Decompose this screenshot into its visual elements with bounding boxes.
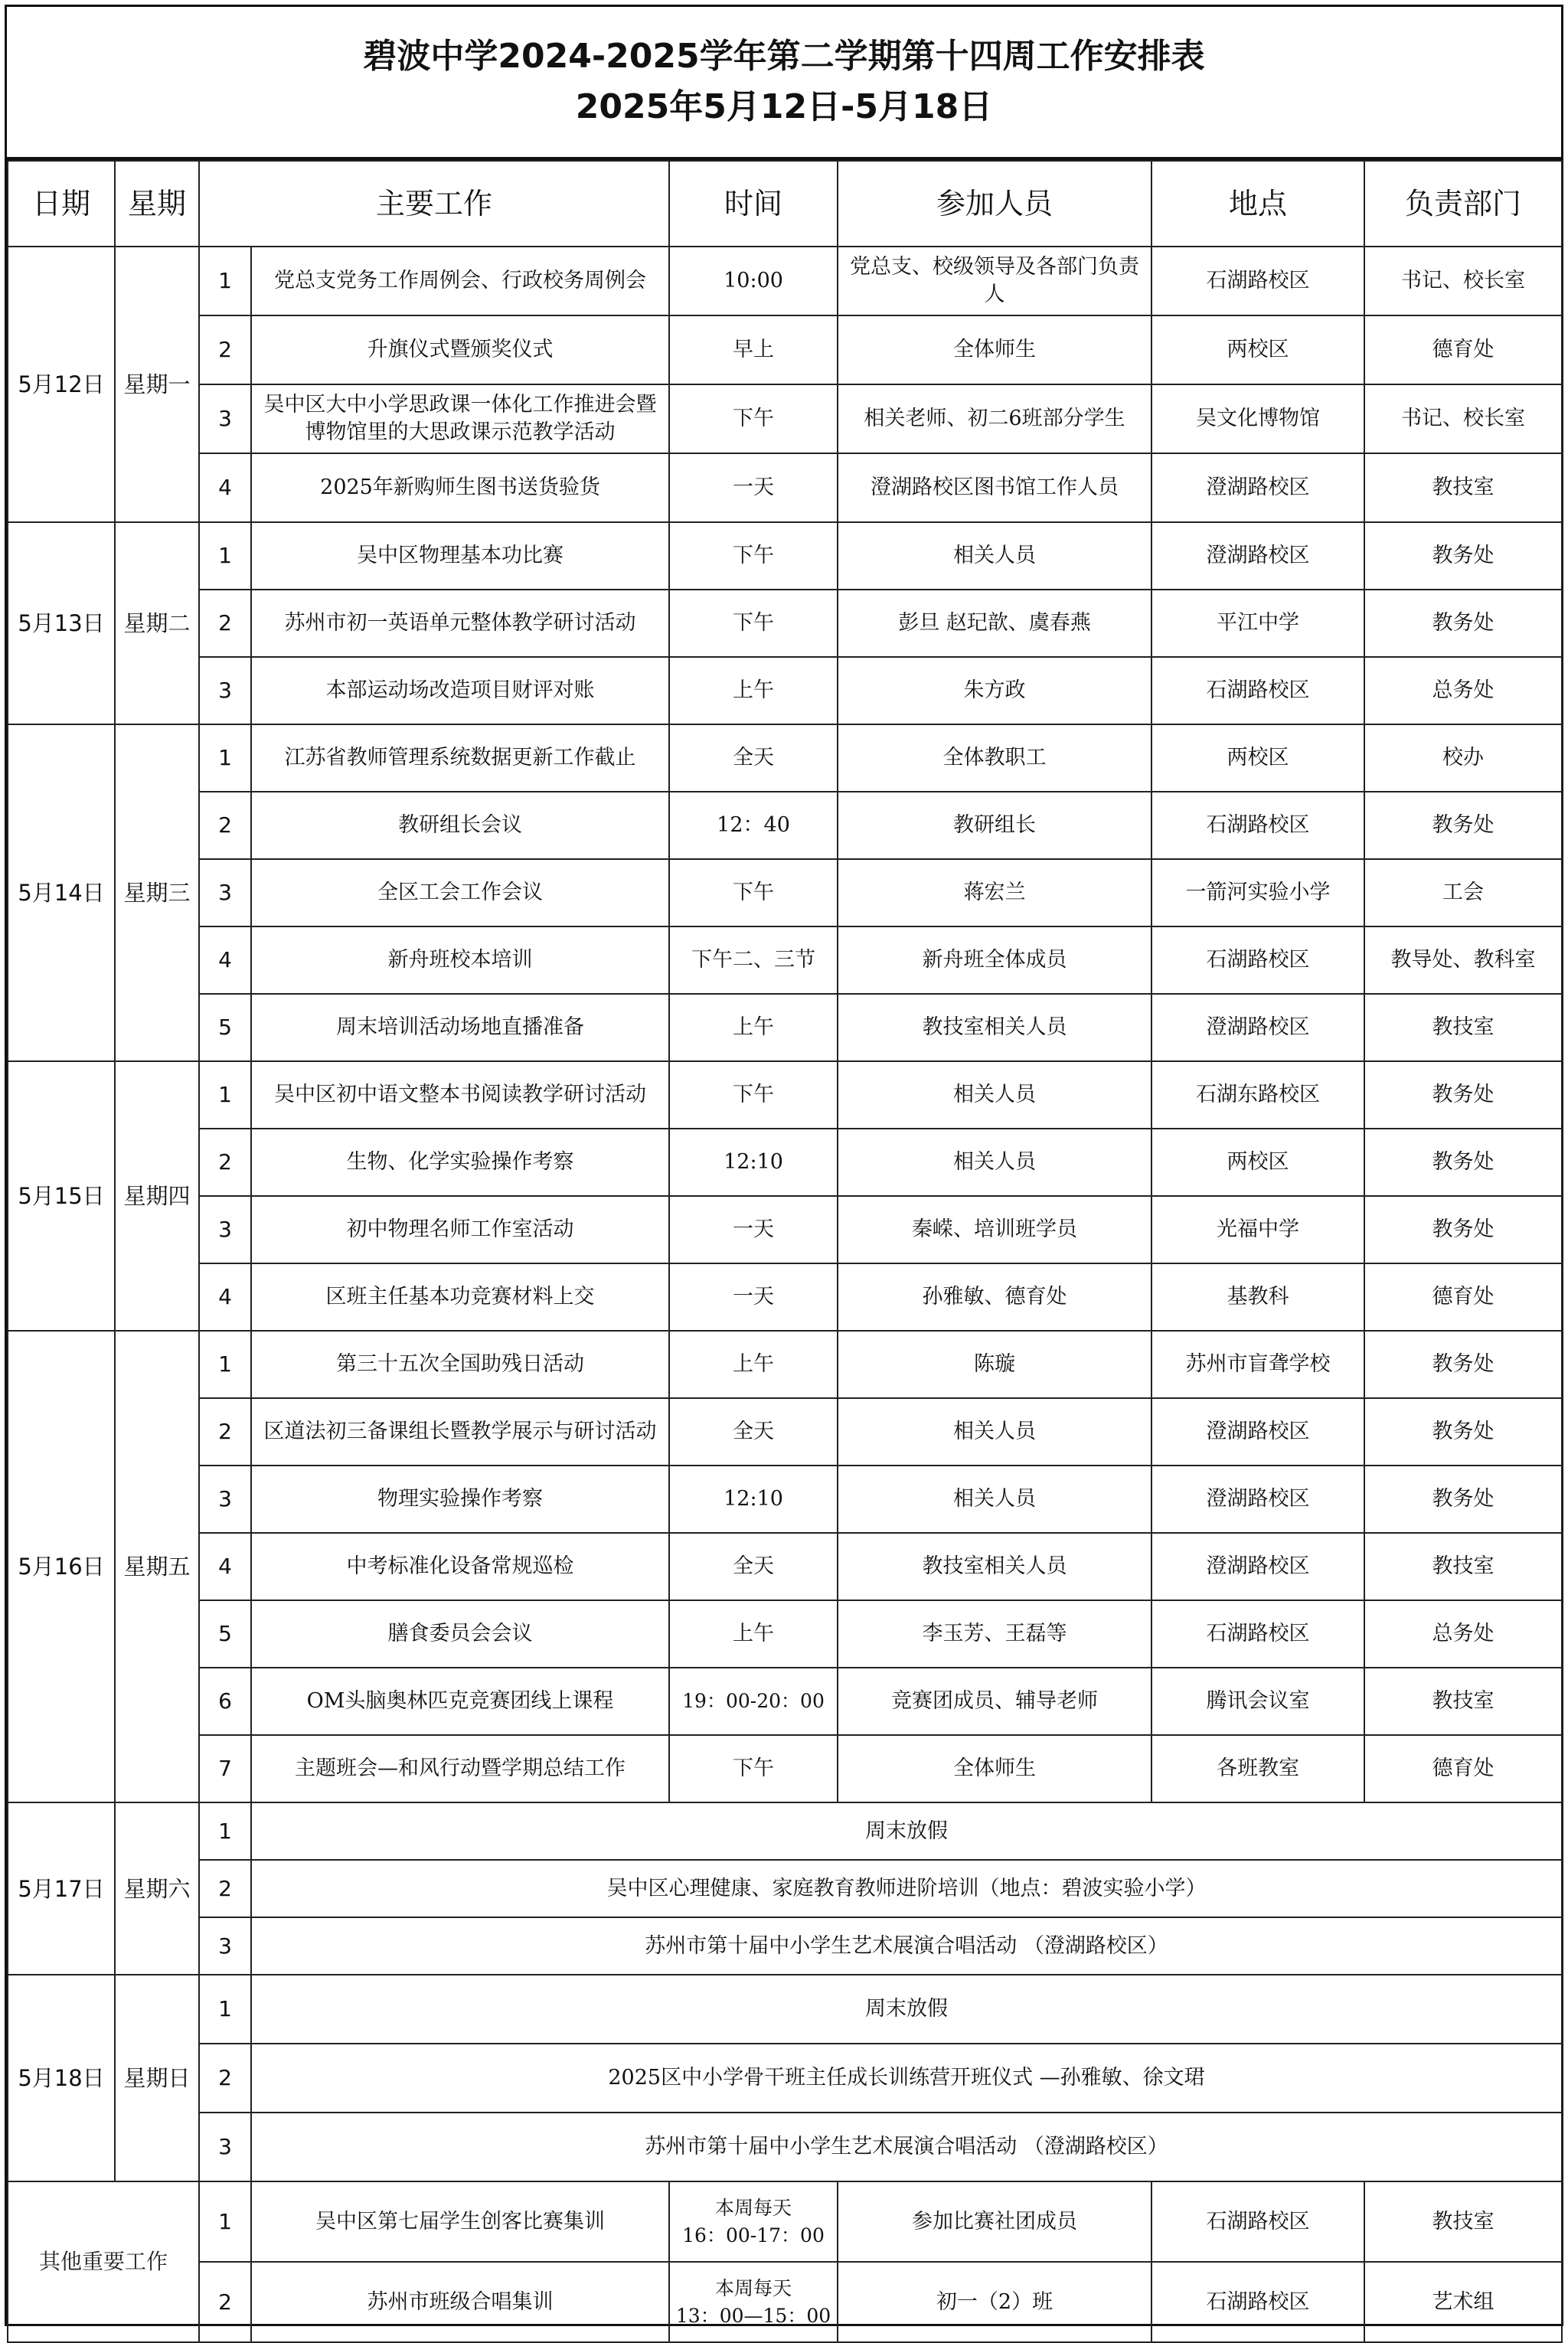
work-cell: 苏州市班级合唱集训 — [251, 2262, 669, 2342]
people-cell: 教研组长 — [838, 792, 1152, 859]
dept-cell: 德育处 — [1364, 1735, 1562, 1802]
dept-cell: 教务处 — [1364, 1196, 1562, 1263]
dept-cell: 书记、校长室 — [1364, 247, 1562, 315]
place-cell: 石湖路校区 — [1152, 2181, 1364, 2262]
work-cell: 膳食委员会会议 — [251, 1600, 669, 1668]
header-time: 时间 — [669, 161, 838, 247]
work-cell: 升旗仪式暨颁奖仪式 — [251, 315, 669, 384]
work-cell: 本部运动场改造项目财评对账 — [251, 657, 669, 724]
place-cell: 澄湖路校区 — [1152, 522, 1364, 590]
header-people: 参加人员 — [838, 161, 1152, 247]
place-cell: 吴文化博物馆 — [1152, 384, 1364, 453]
people-cell: 孙雅敏、德育处 — [838, 1263, 1152, 1331]
table-row — [8, 2044, 1562, 2113]
people-cell: 初一（2）班 — [838, 2262, 1152, 2342]
people-cell: 相关人员 — [838, 1061, 1152, 1129]
dept-cell: 总务处 — [1364, 657, 1562, 724]
table-row — [8, 1917, 1562, 1975]
item-number: 1 — [199, 724, 251, 792]
item-number: 1 — [199, 1061, 251, 1129]
dept-cell: 德育处 — [1364, 315, 1562, 384]
item-number: 3 — [199, 384, 251, 453]
work-cell: 吴中区第七届学生创客比赛集训 — [251, 2181, 669, 2262]
title-line-1: 碧波中学2024-2025学年第二学期第十四周工作安排表 — [363, 37, 1205, 76]
full-row-note: 2025区中小学骨干班主任成长训练营开班仪式 —孙雅敏、徐文珺 — [251, 2044, 1562, 2113]
people-cell: 相关人员 — [838, 522, 1152, 590]
people-cell: 陈璇 — [838, 1331, 1152, 1398]
dept-cell: 工会 — [1364, 859, 1562, 926]
dept-cell: 教技室 — [1364, 1533, 1562, 1600]
page-title — [7, 7, 1561, 160]
people-cell: 教技室相关人员 — [838, 1533, 1152, 1600]
table-row — [8, 792, 1562, 859]
work-cell: 周末培训活动场地直播准备 — [251, 994, 669, 1061]
date-cell: 5月16日 — [8, 1331, 115, 1802]
item-number: 3 — [199, 859, 251, 926]
table-row — [8, 1061, 1562, 1129]
dept-cell: 校办 — [1364, 724, 1562, 792]
item-number: 2 — [199, 590, 251, 657]
work-cell: 中考标准化设备常规巡检 — [251, 1533, 669, 1600]
time-cell: 下午 — [669, 384, 838, 453]
work-cell: 2025年新购师生图书送货验货 — [251, 453, 669, 522]
work-cell: 区班主任基本功竞赛材料上交 — [251, 1263, 669, 1331]
time-cell: 下午 — [669, 1735, 838, 1802]
item-number: 2 — [199, 792, 251, 859]
people-cell: 相关人员 — [838, 1398, 1152, 1466]
schedule-body — [8, 161, 1562, 2342]
table-row — [8, 1466, 1562, 1533]
dept-cell: 教技室 — [1364, 2181, 1562, 2262]
people-cell: 全体师生 — [838, 1735, 1152, 1802]
time-cell: 一天 — [669, 1196, 838, 1263]
time-cell: 全天 — [669, 1533, 838, 1600]
people-cell: 党总支、校级领导及各部门负责人 — [838, 247, 1152, 315]
item-number: 4 — [199, 926, 251, 994]
work-cell: 第三十五次全国助残日活动 — [251, 1331, 669, 1398]
header-work: 主要工作 — [199, 161, 669, 247]
place-cell: 澄湖路校区 — [1152, 453, 1364, 522]
people-cell: 李玉芳、王磊等 — [838, 1600, 1152, 1668]
table-row — [8, 1129, 1562, 1196]
work-cell: OM头脑奥林匹克竞赛团线上课程 — [251, 1668, 669, 1735]
weekday-cell: 星期日 — [115, 1975, 199, 2181]
dept-cell: 艺术组 — [1364, 2262, 1562, 2342]
time-cell — [669, 2262, 838, 2342]
full-row-note: 周末放假 — [251, 1802, 1562, 1860]
item-number: 2 — [199, 1860, 251, 1917]
place-cell: 两校区 — [1152, 724, 1364, 792]
place-cell: 石湖路校区 — [1152, 657, 1364, 724]
place-cell: 澄湖路校区 — [1152, 1533, 1364, 1600]
dept-cell: 教务处 — [1364, 1398, 1562, 1466]
place-cell: 腾讯会议室 — [1152, 1668, 1364, 1735]
table-row — [8, 994, 1562, 1061]
place-cell: 各班教室 — [1152, 1735, 1364, 1802]
item-number: 2 — [199, 1129, 251, 1196]
work-cell: 教研组长会议 — [251, 792, 669, 859]
place-cell: 澄湖路校区 — [1152, 994, 1364, 1061]
place-cell: 一箭河实验小学 — [1152, 859, 1364, 926]
weekday-cell: 星期四 — [115, 1061, 199, 1331]
item-number: 6 — [199, 1668, 251, 1735]
date-cell: 5月18日 — [8, 1975, 115, 2181]
place-cell: 两校区 — [1152, 1129, 1364, 1196]
dept-cell: 教务处 — [1364, 1129, 1562, 1196]
time-cell: 12:10 — [669, 1129, 838, 1196]
place-cell: 苏州市盲聋学校 — [1152, 1331, 1364, 1398]
people-cell: 蒋宏兰 — [838, 859, 1152, 926]
place-cell: 澄湖路校区 — [1152, 1398, 1364, 1466]
title-line-2: 2025年5月12日-5月18日 — [575, 87, 993, 126]
item-number: 1 — [199, 247, 251, 315]
work-cell: 新舟班校本培训 — [251, 926, 669, 994]
people-cell: 秦嵘、培训班学员 — [838, 1196, 1152, 1263]
work-cell: 初中物理名师工作室活动 — [251, 1196, 669, 1263]
dept-cell: 教务处 — [1364, 1466, 1562, 1533]
item-number: 3 — [199, 2113, 251, 2181]
table-row — [8, 926, 1562, 994]
full-row-note: 吴中区心理健康、家庭教育教师进阶培训（地点：碧波实验小学） — [251, 1860, 1562, 1917]
full-row-note: 苏州市第十届中小学生艺术展演合唱活动 （澄湖路校区） — [251, 1917, 1562, 1975]
table-row — [8, 590, 1562, 657]
work-cell: 吴中区初中语文整本书阅读教学研讨活动 — [251, 1061, 669, 1129]
dept-cell: 教务处 — [1364, 792, 1562, 859]
weekday-cell: 星期一 — [115, 247, 199, 522]
people-cell: 相关老师、初二6班部分学生 — [838, 384, 1152, 453]
table-row — [8, 1735, 1562, 1802]
dept-cell: 教技室 — [1364, 994, 1562, 1061]
full-row-note: 苏州市第十届中小学生艺术展演合唱活动 （澄湖路校区） — [251, 2113, 1562, 2181]
item-number: 1 — [199, 1331, 251, 1398]
people-cell: 全体教职工 — [838, 724, 1152, 792]
time-cell: 下午二、三节 — [669, 926, 838, 994]
place-cell: 石湖东路校区 — [1152, 1061, 1364, 1129]
dept-cell: 教务处 — [1364, 1061, 1562, 1129]
place-cell: 基教科 — [1152, 1263, 1364, 1331]
work-cell: 吴中区物理基本功比赛 — [251, 522, 669, 590]
time-cell: 上午 — [669, 994, 838, 1061]
table-row — [8, 1263, 1562, 1331]
people-cell: 相关人员 — [838, 1129, 1152, 1196]
weekday-cell: 星期六 — [115, 1802, 199, 1975]
time-cell: 早上 — [669, 315, 838, 384]
dept-cell: 教务处 — [1364, 1331, 1562, 1398]
table-row — [8, 2113, 1562, 2181]
time-cell: 19：00-20：00 — [669, 1668, 838, 1735]
time-cell: 下午 — [669, 859, 838, 926]
item-number: 2 — [199, 2044, 251, 2113]
work-cell: 物理实验操作考察 — [251, 1466, 669, 1533]
item-number: 3 — [199, 1466, 251, 1533]
place-cell: 石湖路校区 — [1152, 926, 1364, 994]
item-number: 2 — [199, 1398, 251, 1466]
time-line-2: 16：00-17：00 — [682, 2224, 825, 2247]
dept-cell: 德育处 — [1364, 1263, 1562, 1331]
dept-cell: 教技室 — [1364, 1668, 1562, 1735]
item-number: 1 — [199, 1975, 251, 2044]
table-row — [8, 657, 1562, 724]
place-cell: 平江中学 — [1152, 590, 1364, 657]
place-cell: 两校区 — [1152, 315, 1364, 384]
time-cell: 10:00 — [669, 247, 838, 315]
time-cell: 全天 — [669, 1398, 838, 1466]
header-row — [8, 161, 1562, 247]
date-cell: 5月13日 — [8, 522, 115, 724]
other-work-label: 其他重要工作 — [8, 2181, 199, 2342]
work-cell: 区道法初三备课组长暨教学展示与研讨活动 — [251, 1398, 669, 1466]
dept-cell: 教导处、教科室 — [1364, 926, 1562, 994]
table-row — [8, 1398, 1562, 1466]
weekday-cell: 星期二 — [115, 522, 199, 724]
place-cell: 石湖路校区 — [1152, 247, 1364, 315]
time-line-2: 13：00—15：00 — [675, 2304, 831, 2327]
time-cell: 一天 — [669, 1263, 838, 1331]
time-cell: 下午 — [669, 1061, 838, 1129]
people-cell: 彭旦 赵玘歆、虞春燕 — [838, 590, 1152, 657]
people-cell: 澄湖路校区图书馆工作人员 — [838, 453, 1152, 522]
place-cell: 光福中学 — [1152, 1196, 1364, 1263]
dept-cell: 教务处 — [1364, 590, 1562, 657]
table-row — [8, 1860, 1562, 1917]
time-cell: 12：40 — [669, 792, 838, 859]
place-cell: 澄湖路校区 — [1152, 1466, 1364, 1533]
place-cell: 石湖路校区 — [1152, 2262, 1364, 2342]
dept-cell: 教务处 — [1364, 522, 1562, 590]
people-cell: 相关人员 — [838, 1466, 1152, 1533]
time-cell: 下午 — [669, 522, 838, 590]
item-number: 3 — [199, 1196, 251, 1263]
people-cell: 参加比赛社团成员 — [838, 2181, 1152, 2262]
dept-cell: 书记、校长室 — [1364, 384, 1562, 453]
time-cell: 上午 — [669, 1600, 838, 1668]
table-row — [8, 247, 1562, 315]
time-cell: 一天 — [669, 453, 838, 522]
work-cell: 全区工会工作会议 — [251, 859, 669, 926]
item-number: 1 — [199, 2181, 251, 2262]
item-number: 7 — [199, 1735, 251, 1802]
work-cell: 生物、化学实验操作考察 — [251, 1129, 669, 1196]
people-cell: 竞赛团成员、辅导老师 — [838, 1668, 1152, 1735]
item-number: 3 — [199, 657, 251, 724]
work-cell: 党总支党务工作周例会、行政校务周例会 — [251, 247, 669, 315]
header-place: 地点 — [1152, 161, 1364, 247]
table-row — [8, 522, 1562, 590]
time-cell: 12:10 — [669, 1466, 838, 1533]
item-number: 4 — [199, 1533, 251, 1600]
other-row — [8, 2262, 1562, 2342]
table-row — [8, 1600, 1562, 1668]
dept-cell: 总务处 — [1364, 1600, 1562, 1668]
work-cell: 吴中区大中小学思政课一体化工作推进会暨博物馆里的大思政课示范教学活动 — [251, 384, 669, 453]
full-row-note: 周末放假 — [251, 1975, 1562, 2044]
header-weekday: 星期 — [115, 161, 199, 247]
place-cell: 石湖路校区 — [1152, 1600, 1364, 1668]
item-number: 2 — [199, 2262, 251, 2342]
other-row — [8, 2181, 1562, 2262]
time-cell — [669, 2181, 838, 2262]
header-dept: 负责部门 — [1364, 161, 1562, 247]
table-row — [8, 453, 1562, 522]
date-cell: 5月12日 — [8, 247, 115, 522]
time-cell: 全天 — [669, 724, 838, 792]
item-number: 3 — [199, 1917, 251, 1975]
item-number: 2 — [199, 315, 251, 384]
work-cell: 苏州市初一英语单元整体教学研讨活动 — [251, 590, 669, 657]
table-row — [8, 1331, 1562, 1398]
time-cell: 下午 — [669, 590, 838, 657]
weekday-cell: 星期三 — [115, 724, 199, 1061]
table-row — [8, 859, 1562, 926]
table-row — [8, 384, 1562, 453]
table-row — [8, 724, 1562, 792]
date-cell: 5月15日 — [8, 1061, 115, 1331]
people-cell: 全体师生 — [838, 315, 1152, 384]
table-row — [8, 1533, 1562, 1600]
item-number: 1 — [199, 1802, 251, 1860]
item-number: 5 — [199, 994, 251, 1061]
item-number: 5 — [199, 1600, 251, 1668]
schedule-table — [7, 160, 1563, 2343]
item-number: 4 — [199, 453, 251, 522]
date-cell: 5月14日 — [8, 724, 115, 1061]
work-cell: 主题班会—和风行动暨学期总结工作 — [251, 1735, 669, 1802]
dept-cell: 教技室 — [1364, 453, 1562, 522]
schedule-sheet — [5, 5, 1563, 2326]
table-row — [8, 315, 1562, 384]
date-cell: 5月17日 — [8, 1802, 115, 1975]
people-cell: 朱方政 — [838, 657, 1152, 724]
place-cell: 石湖路校区 — [1152, 792, 1364, 859]
time-cell: 上午 — [669, 1331, 838, 1398]
weekday-cell: 星期五 — [115, 1331, 199, 1802]
table-row — [8, 1668, 1562, 1735]
item-number: 1 — [199, 522, 251, 590]
time-cell: 上午 — [669, 657, 838, 724]
table-row — [8, 1975, 1562, 2044]
table-row — [8, 1196, 1562, 1263]
time-line-1: 本周每天 — [715, 2196, 792, 2219]
work-cell: 江苏省教师管理系统数据更新工作截止 — [251, 724, 669, 792]
header-date: 日期 — [8, 161, 115, 247]
item-number: 4 — [199, 1263, 251, 1331]
people-cell: 教技室相关人员 — [838, 994, 1152, 1061]
time-line-1: 本周每天 — [715, 2276, 792, 2299]
table-row — [8, 1802, 1562, 1860]
people-cell: 新舟班全体成员 — [838, 926, 1152, 994]
